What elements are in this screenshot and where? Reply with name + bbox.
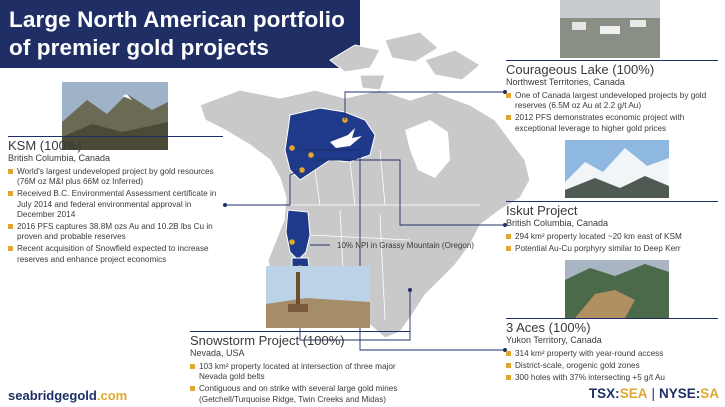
card-aces	[506, 320, 720, 386]
courageous-rule	[506, 60, 718, 61]
snowstorm-location: Nevada, USA	[190, 348, 245, 358]
card-iskut	[506, 203, 720, 256]
snowstorm-rule	[190, 331, 410, 332]
ksm-title: KSM (100%)	[8, 138, 82, 153]
list-item: 314 km² property with year-round access	[506, 349, 720, 359]
snowstorm-bullets	[190, 362, 410, 405]
tsx-symbol: SEA	[619, 386, 648, 401]
aces-rule	[506, 318, 718, 319]
stock-tickers	[589, 386, 719, 401]
list-item: 300 holes with 37% intersecting +5 g/t Au	[506, 373, 720, 383]
ksm-location: British Columbia, Canada	[8, 153, 111, 163]
courageous-title: Courageous Lake (100%)	[506, 62, 655, 77]
aces-location: Yukon Territory, Canada	[506, 335, 602, 345]
ticker-separator: |	[651, 386, 655, 401]
card-ksm	[8, 138, 223, 267]
courageous-location: Northwest Territories, Canada	[506, 77, 625, 87]
card-courageous	[506, 62, 720, 136]
aces-bullets	[506, 349, 720, 384]
list-item: World's largest undeveloped project by gold resources (76M oz M&I plus 66M oz Inferred)	[8, 167, 223, 187]
ksm-bullets	[8, 167, 223, 265]
page-title-line-1: Large North American portfolio	[9, 7, 345, 32]
iskut-location: British Columbia, Canada	[506, 218, 609, 228]
grassy-mountain-note: 10% NPI in Grassy Mountain (Oregon)	[337, 241, 474, 250]
photo-snowstorm	[266, 266, 370, 328]
photo-courageous	[560, 0, 660, 58]
courageous-bullets	[506, 91, 720, 134]
site-main: seabridgegold	[8, 388, 97, 403]
photo-iskut	[565, 140, 669, 198]
iskut-rule	[506, 201, 718, 202]
iskut-title: Iskut Project	[506, 203, 578, 218]
list-item: 294 km² property located ~20 km east of KSM	[506, 232, 720, 242]
list-item: 103 km² property located at intersection of three major Nevada gold belts	[190, 362, 410, 382]
list-item: Received B.C. Environmental Assessment certificate in July 2014 and federal environmental approval in December 2014	[8, 189, 223, 220]
aces-title: 3 Aces (100%)	[506, 320, 591, 335]
iskut-bullets	[506, 232, 720, 254]
nyse-label: NYSE:	[658, 386, 701, 401]
list-item: 2012 PFS demonstrates economic project with exceptional leverage to higher gold prices	[506, 113, 720, 133]
photo-aces	[565, 260, 669, 318]
list-item: Contiguous and on strike with several large gold mines (Getchell/Turquoise Ridge, Twin Creeks and Midas)	[190, 384, 410, 404]
list-item: Recent acquisition of Snowfield expected to increase reserves and enhance project economics	[8, 244, 223, 264]
tsx-label: TSX:	[588, 386, 620, 401]
website-link[interactable]	[8, 388, 127, 403]
ksm-rule	[8, 136, 223, 137]
list-item: One of Canada largest undeveloped projects by gold reserves (6.5M oz Au at 2.2 g/t Au)	[506, 91, 720, 111]
nyse-symbol: SA	[700, 386, 719, 401]
list-item: Potential Au-Cu porphyry similar to Deep Kerr	[506, 244, 720, 254]
snowstorm-title: Snowstorm Project (100%)	[190, 333, 345, 348]
card-snowstorm	[190, 333, 410, 407]
list-item: 2016 PFS captures 38.8M ozs Au and 10.2B lbs Cu in proven and probable reserves	[8, 222, 223, 242]
site-tld: .com	[96, 388, 128, 403]
page-title-line-2: of premier gold projects	[9, 35, 269, 60]
list-item: District-scale, orogenic gold zones	[506, 361, 720, 371]
